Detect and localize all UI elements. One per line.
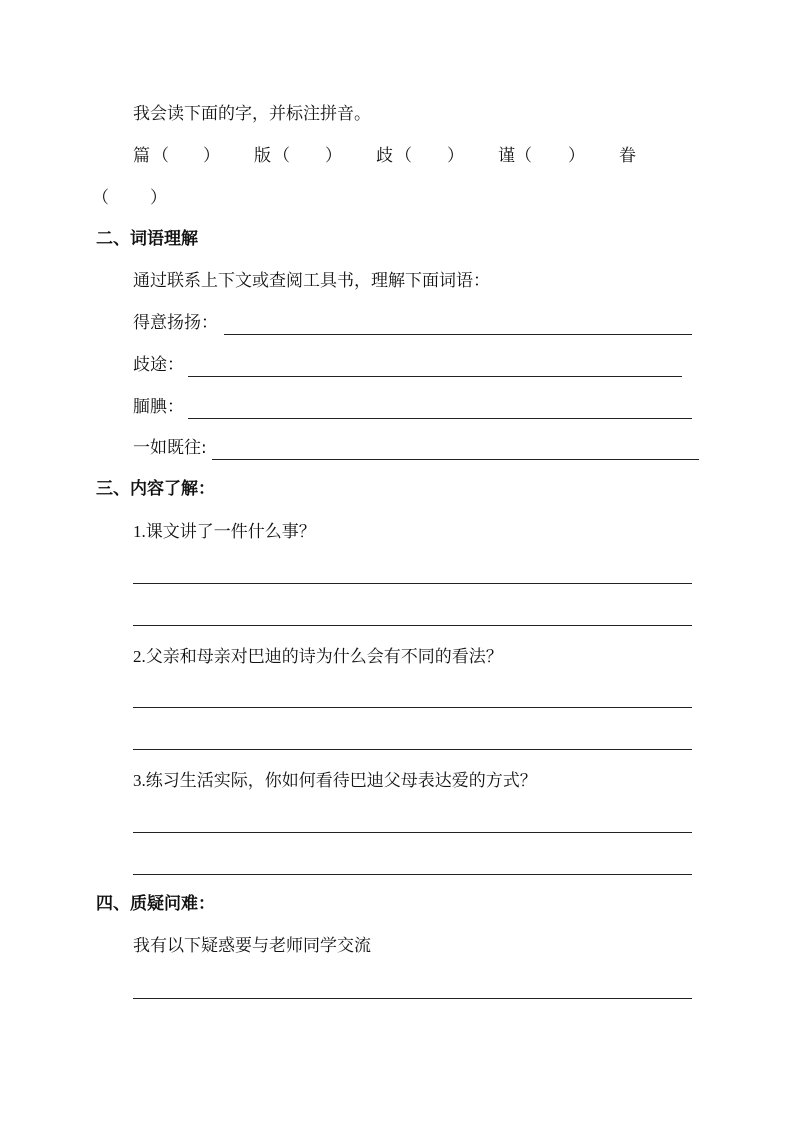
term-miantian: 腼腆：	[133, 397, 184, 417]
answer-line[interactable]	[133, 583, 692, 584]
char-pian: 篇	[133, 146, 150, 166]
term-qitu: 歧途：	[133, 355, 184, 375]
paren-open: （	[92, 188, 109, 208]
answer-line[interactable]	[133, 874, 692, 875]
question-number: 2.	[133, 647, 146, 666]
answer-line[interactable]	[133, 749, 692, 750]
question-1	[133, 523, 316, 541]
paren-close: ）	[447, 146, 464, 166]
paren-close: ）	[203, 146, 220, 166]
paren-open: （	[152, 146, 169, 166]
paren-open: （	[395, 146, 412, 166]
question-2	[133, 648, 503, 666]
section4-heading: 四、质疑问难：	[96, 894, 215, 914]
paren-close: ）	[568, 146, 585, 166]
answer-line[interactable]	[133, 832, 692, 833]
section1-instruction: 我会读下面的字，并标注拼音。	[133, 104, 371, 124]
answer-line[interactable]	[224, 334, 692, 335]
char-jin: 谨	[498, 146, 515, 166]
paren-open: （	[515, 146, 532, 166]
question-text: 练习生活实际，你如何看待巴迪父母表达爱的方式？	[145, 771, 537, 791]
section2-instruction: 通过联系上下文或查阅工具书，理解下面词语：	[133, 271, 490, 291]
section3-heading: 三、内容了解：	[96, 479, 215, 499]
char-juan: 眷	[619, 146, 636, 166]
paren-open: （	[273, 146, 290, 166]
answer-line[interactable]	[133, 998, 692, 999]
char-qi: 歧	[376, 146, 393, 166]
char-ban: 版	[254, 146, 271, 166]
answer-line[interactable]	[133, 707, 692, 708]
answer-line[interactable]	[133, 625, 692, 626]
paren-close: ）	[150, 188, 167, 208]
question-text: 父亲和母亲对巴迪的诗为什么会有不同的看法？	[145, 647, 503, 667]
answer-line[interactable]	[188, 418, 692, 419]
term-yirujiwang: 一如既往:	[133, 438, 207, 458]
section4-instruction: 我有以下疑惑要与老师同学交流	[133, 936, 371, 956]
answer-line[interactable]	[188, 376, 682, 377]
question-number: 1.	[133, 522, 146, 541]
answer-line[interactable]	[212, 459, 699, 460]
paren-close: ）	[325, 146, 342, 166]
question-number: 3.	[133, 771, 146, 790]
term-deyiyangyang: 得意扬扬：	[133, 313, 218, 333]
question-3	[133, 772, 537, 790]
question-text: 课文讲了一件什么事？	[145, 522, 316, 542]
section2-heading: 二、词语理解	[96, 229, 198, 249]
